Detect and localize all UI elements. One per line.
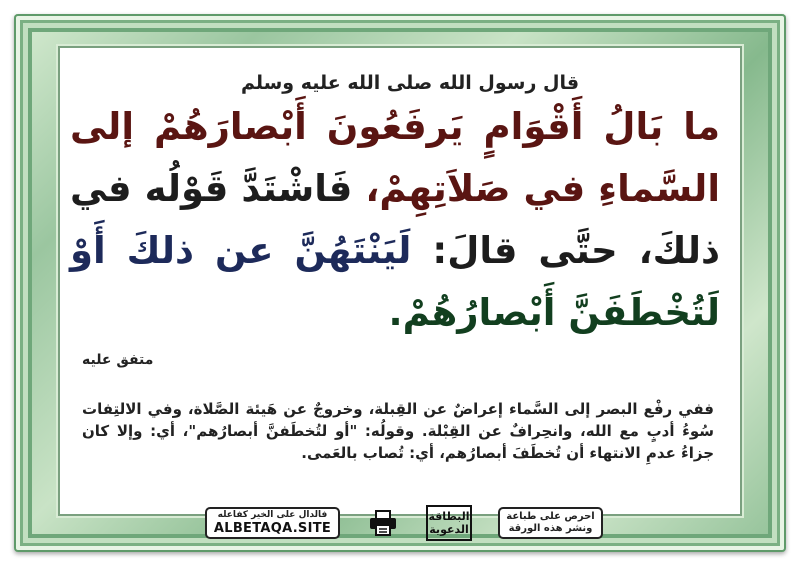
albetaqa-logo — [426, 505, 472, 541]
website-url[interactable]: ALBETAQA.SITE — [213, 521, 332, 536]
explanation-text: ففي رفْع البصر إلى السَّماء إعراضٌ عن القِبلة، وخروجٌ عن هَيئة الصَّلاة، وفي الالتِفات سُوءُ أدبٍ مع الله، وانحِرافٌ عن القِبْلة. وقولُه: "أو لتُخطَفنَّ أبصارُهم"، أي: وإلا كان جزاءُ عدمِ الانتهاء أن تُخطَفَ أبصارُهم، أي: تُصاب بالعَمى. — [82, 400, 714, 462]
hadith-part-2: فَاشْتَدَّ قَوْلُه في ذلكَ، حتَّى قالَ: — [70, 167, 720, 272]
hadith-part-4: لَتُخْطَفَنَّ أَبْصارُهُمْ. — [388, 291, 720, 334]
website-box[interactable] — [205, 507, 340, 539]
share-box — [498, 507, 603, 539]
printer-icon — [366, 507, 400, 539]
share-line-1: احرص على طباعة — [506, 511, 595, 522]
hadith-text — [70, 96, 720, 344]
logo-line-2: الدعوية — [429, 523, 469, 536]
footer-bar — [205, 505, 603, 541]
hadith-part-1: ما بَالُ أَقْوَامٍ يَرفَعُونَ أَبْصارَهُمْ إلى السَّماءِ في صَلاَتِهِمْ، — [70, 105, 721, 210]
logo-line-1: البطاقة — [428, 510, 470, 523]
source-label: متفق عليه — [82, 352, 154, 368]
hadith-part-3: لَيَنْتَهُنَّ عن ذلكَ أَوْ — [70, 229, 412, 272]
attribution-text: قال رسول الله صلى الله عليه وسلم — [240, 72, 580, 94]
share-line-2: ونشر هذه الورقة — [508, 523, 593, 534]
website-tagline: فالدال على الخير كفاعله — [217, 510, 328, 520]
